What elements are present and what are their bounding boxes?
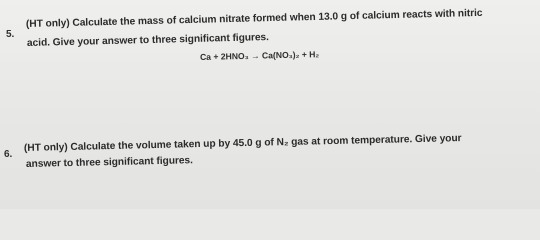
question-5-text-line1: (HT only) Calculate the mass of calcium nitrate formed when 13.0 g of calcium reacts with nitric <box>25 7 483 30</box>
question-6-text-line2: answer to three significant figures. <box>25 155 193 170</box>
question-5-number: 5. <box>6 29 15 40</box>
question-5-equation: Ca + 2HNO₃ → Ca(NO₃)₂ + H₂ <box>199 49 320 62</box>
question-6-text-line1: (HT only) Calculate the volume taken up by 45.0 g of N₂ gas at room temperature. Give your <box>23 133 462 154</box>
question-5-text-line2: acid. Give your answer to three significant figures. <box>26 32 270 49</box>
question-6-number: 6. <box>4 149 13 160</box>
